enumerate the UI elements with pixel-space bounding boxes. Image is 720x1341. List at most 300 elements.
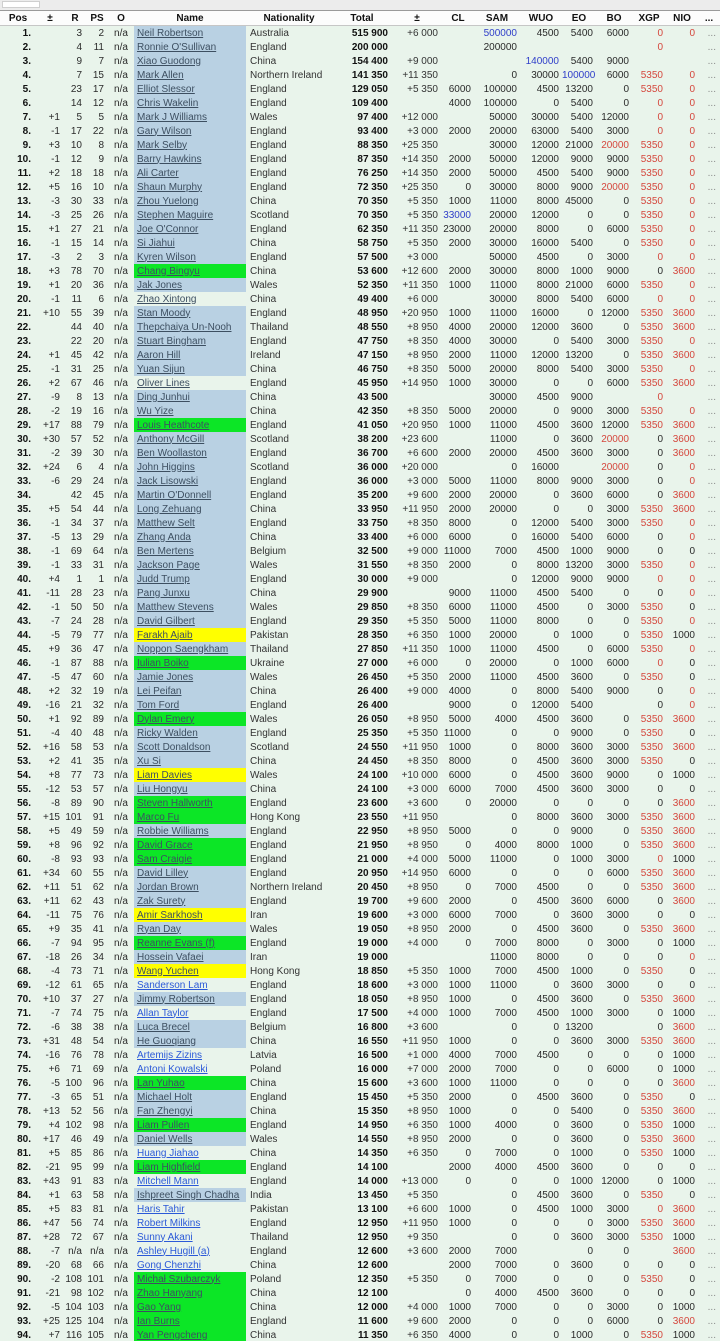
table-row (0, 866, 720, 880)
player-link[interactable]: Huang Jiahao (137, 1147, 199, 1159)
cell-o: n/a (114, 923, 128, 935)
cell-nat: Pakistan (250, 1203, 289, 1215)
cell-o: n/a (114, 153, 128, 165)
cell-tchg: +8 350 (407, 363, 438, 375)
cell-name[interactable] (134, 1230, 246, 1244)
cell-name[interactable] (134, 810, 246, 824)
cell-xgp: 5350 (640, 83, 663, 95)
cell-total: 24 100 (357, 769, 388, 781)
player-link[interactable]: Sunny Akani (137, 1231, 193, 1243)
player-link[interactable]: He Guoqiang (137, 1035, 196, 1047)
player-link[interactable]: Liam Pullen (137, 1119, 190, 1131)
cell-name[interactable] (134, 922, 246, 936)
cell-name[interactable] (134, 152, 246, 166)
player-link[interactable]: Lan Yuhao (137, 1077, 185, 1089)
cell-name[interactable] (134, 1244, 246, 1258)
cell-tchg: +20 950 (401, 419, 438, 431)
cell-name[interactable] (134, 1188, 246, 1202)
player-link[interactable]: Allan Taylor (137, 1007, 189, 1019)
cell-name[interactable] (134, 474, 246, 488)
cell-bo: 20000 (601, 181, 629, 193)
player-link[interactable]: Fan Zhengyi (137, 1105, 193, 1117)
cell-nat: Wales (250, 923, 278, 935)
cell-wuo: 4500 (536, 1161, 559, 1173)
player-link[interactable]: Ryan Day (137, 923, 181, 935)
cell-o: n/a (114, 797, 128, 809)
player-link[interactable]: Matthew Stevens (137, 601, 214, 613)
player-link[interactable]: Pang Junxu (137, 587, 190, 599)
player-link[interactable]: Reanne Evans (f) (137, 937, 215, 949)
table-row (0, 922, 720, 936)
cell-pos: 79. (17, 1119, 31, 1131)
player-link[interactable]: Ricky Walden (137, 727, 198, 739)
cell-nio: 1000 (672, 1301, 695, 1313)
cell-name[interactable] (134, 124, 246, 138)
player-link[interactable]: Iulian Boiko (137, 657, 189, 669)
cell-name[interactable] (134, 1006, 246, 1020)
player-link[interactable]: Yuan Sijun (137, 363, 185, 375)
player-link[interactable]: Ashley Hugill (a) (137, 1245, 210, 1257)
player-link[interactable]: Mark Allen (137, 69, 184, 81)
player-link[interactable]: Si Jiahui (137, 237, 175, 249)
cell-nio: 0 (689, 181, 695, 193)
player-link[interactable]: David Grace (137, 839, 193, 851)
cell-name[interactable] (134, 950, 246, 964)
player-link[interactable]: Gao Yang (137, 1301, 182, 1313)
cell-name[interactable] (134, 600, 246, 614)
cell-bo: 12000 (601, 111, 629, 123)
cell-name[interactable] (134, 1202, 246, 1216)
cell-name[interactable] (134, 1118, 246, 1132)
cell-bo: 0 (623, 713, 629, 725)
cell-bo: 3000 (606, 811, 629, 823)
cell-name[interactable] (134, 516, 246, 530)
player-link[interactable]: Artemijs Zizins (137, 1049, 203, 1061)
player-link[interactable]: John Higgins (137, 461, 195, 473)
player-link[interactable]: Zak Surety (137, 895, 186, 907)
cell-name[interactable] (134, 1160, 246, 1174)
cell-tchg: +12 600 (401, 265, 438, 277)
cell-name[interactable] (134, 530, 246, 544)
cell-name[interactable] (134, 404, 246, 418)
cell-sam: 7000 (494, 783, 517, 795)
cell-name[interactable] (134, 586, 246, 600)
cell-name[interactable] (134, 852, 246, 866)
player-link[interactable]: Zhao Xintong (137, 293, 197, 305)
cell-pos: 24. (17, 349, 31, 361)
cell-o: n/a (114, 321, 128, 333)
cell-name[interactable] (134, 614, 246, 628)
table-row (0, 390, 720, 404)
cell-name[interactable] (134, 376, 246, 390)
player-link[interactable]: Neil Robertson (137, 27, 204, 39)
cell-nio: 3600 (672, 1203, 695, 1215)
cell-more: ... (707, 447, 716, 459)
cell-more: ... (707, 1049, 716, 1061)
cell-xgp: 5350 (640, 1273, 663, 1285)
cell-name[interactable] (134, 544, 246, 558)
cell-bo: 6000 (606, 643, 629, 655)
player-link[interactable]: Robert Milkins (137, 1217, 201, 1229)
player-link[interactable]: Gary Wilson (137, 125, 192, 137)
player-link[interactable]: Oliver Lines (137, 377, 190, 389)
cell-eo: 3600 (570, 321, 593, 333)
player-link[interactable]: Mark J Williams (137, 111, 207, 123)
cell-name[interactable] (134, 222, 246, 236)
cell-name[interactable] (134, 880, 246, 894)
player-link[interactable]: Kyren Wilson (137, 251, 196, 263)
player-link[interactable]: Xiao Guodong (137, 55, 201, 67)
cell-name[interactable] (134, 894, 246, 908)
player-link[interactable]: Anthony McGill (137, 433, 205, 445)
cell-name[interactable] (134, 698, 246, 712)
player-link[interactable]: Scott Donaldson (137, 741, 211, 753)
cell-name[interactable] (134, 1034, 246, 1048)
player-link[interactable]: Gong Chenzhi (137, 1259, 201, 1271)
cell-name[interactable] (134, 1328, 246, 1341)
player-link[interactable]: Stephen Maguire (137, 209, 214, 221)
cell-name[interactable] (134, 572, 246, 586)
cell-name[interactable] (134, 278, 246, 292)
cell-name[interactable] (134, 264, 246, 278)
player-link[interactable]: Ali Carter (137, 167, 179, 179)
cell-name[interactable] (134, 936, 246, 950)
player-link[interactable]: Zhou Yuelong (137, 195, 199, 207)
cell-xgp: 5350 (640, 167, 663, 179)
cell-name[interactable] (134, 824, 246, 838)
cell-name[interactable] (134, 628, 246, 642)
player-link[interactable]: Xu Si (137, 755, 161, 767)
cell-bo: 6000 (606, 69, 629, 81)
player-link[interactable]: Marco Fu (137, 811, 180, 823)
cell-name[interactable] (134, 656, 246, 670)
player-link[interactable]: Dylan Emery (137, 713, 195, 725)
player-link[interactable]: Wu Yize (137, 405, 174, 417)
cell-nio: 3600 (672, 825, 695, 837)
player-link[interactable]: Shaun Murphy (137, 181, 203, 193)
cell-tchg: +8 350 (407, 335, 438, 347)
cell-name[interactable] (134, 1216, 246, 1230)
cell-xgp: 0 (657, 1063, 663, 1075)
cell-more: ... (707, 713, 716, 725)
cell-wuo: 0 (553, 1105, 559, 1117)
cell-name[interactable] (134, 712, 246, 726)
player-link[interactable]: David Gilbert (137, 615, 195, 627)
cell-sam: 0 (511, 1035, 517, 1047)
player-link[interactable]: Joe O'Connor (137, 223, 199, 235)
cell-name[interactable] (134, 96, 246, 110)
table-row (0, 670, 720, 684)
player-link[interactable]: Long Zehuang (137, 503, 202, 515)
cell-eo: 0 (587, 1063, 593, 1075)
cell-name[interactable] (134, 1020, 246, 1034)
cell-bo: 3000 (606, 909, 629, 921)
cell-cl: 6000 (448, 769, 471, 781)
cell-ps: 52 (92, 433, 104, 445)
cell-eo: 3600 (570, 755, 593, 767)
cell-name[interactable] (134, 782, 246, 796)
cell-cl (442, 292, 474, 306)
player-link[interactable]: Michael Holt (137, 1091, 193, 1103)
player-link[interactable]: Sam Craigie (137, 853, 193, 865)
cell-sam: 0 (511, 1315, 517, 1327)
cell-name[interactable] (134, 446, 246, 460)
cell-sam: 50000 (489, 251, 517, 263)
cell-name[interactable] (134, 964, 246, 978)
cell-r: 5 (76, 111, 82, 123)
cell-o: n/a (114, 503, 128, 515)
player-link[interactable]: Hossein Vafaei (137, 951, 204, 963)
player-link[interactable]: Zhao Hanyang (137, 1287, 203, 1299)
player-link[interactable]: Stan Moody (137, 307, 191, 319)
cell-name[interactable] (134, 68, 246, 82)
player-link[interactable]: Daniel Wells (137, 1133, 193, 1145)
cell-name[interactable] (134, 1314, 246, 1328)
cell-sam: 20000 (489, 447, 517, 459)
cell-pos: 17. (17, 251, 31, 263)
cell-name[interactable] (134, 1286, 246, 1300)
cell-name[interactable] (134, 54, 246, 68)
cell-more: ... (707, 1287, 716, 1299)
cell-name[interactable] (134, 460, 246, 474)
cell-name[interactable] (134, 1048, 246, 1062)
cell-name[interactable] (134, 390, 246, 404)
cell-name[interactable] (134, 740, 246, 754)
player-link[interactable]: Jack Lisowski (137, 475, 199, 487)
player-link[interactable]: Ishpreet Singh Chadha (137, 1189, 240, 1201)
cell-total: 26 450 (357, 671, 388, 683)
cell-total: 13 100 (357, 1203, 388, 1215)
player-link[interactable]: Judd Trump (137, 573, 190, 585)
cell-name[interactable] (134, 978, 246, 992)
cell-pos: 93. (17, 1315, 31, 1327)
player-link[interactable]: Tom Ford (137, 699, 180, 711)
cell-name[interactable] (134, 1300, 246, 1314)
cell-name[interactable] (134, 348, 246, 362)
cell-name[interactable] (134, 754, 246, 768)
cell-sam: 11000 (489, 601, 517, 613)
cell-xgp: 5350 (640, 1147, 663, 1159)
cell-r: 49 (70, 825, 82, 837)
cell-bo: 0 (623, 1049, 629, 1061)
cell-xgp: 5350 (640, 713, 663, 725)
table-row (0, 446, 720, 460)
cell-name[interactable] (134, 418, 246, 432)
cell-r: 92 (70, 713, 82, 725)
player-link[interactable]: David Lilley (137, 867, 189, 879)
cell-name[interactable] (134, 110, 246, 124)
cell-xgp: 5350 (640, 1189, 663, 1201)
player-link[interactable]: Jackson Page (137, 559, 200, 571)
cell-name[interactable] (134, 726, 246, 740)
cell-name[interactable] (134, 1104, 246, 1118)
player-link[interactable]: Amir Sarkhosh (137, 909, 203, 921)
table-row (0, 1062, 720, 1076)
cell-o: n/a (114, 307, 128, 319)
cell-name[interactable] (134, 1132, 246, 1146)
player-link[interactable]: Ian Burns (137, 1315, 180, 1327)
cell-name[interactable] (134, 40, 246, 54)
player-link[interactable]: Antoni Kowalski (137, 1063, 208, 1075)
cell-name[interactable] (134, 642, 246, 656)
player-link[interactable]: Ben Mertens (137, 545, 194, 557)
player-link[interactable]: Liam Highfield (137, 1161, 201, 1173)
cell-name[interactable] (134, 138, 246, 152)
cell-ps: 93 (92, 853, 104, 865)
cell-pos: 10. (17, 153, 31, 165)
table-row (0, 908, 720, 922)
cell-name[interactable] (134, 796, 246, 810)
player-link[interactable]: Stuart Bingham (137, 335, 206, 347)
cell-eo: 3600 (570, 489, 593, 501)
cell-more: ... (707, 965, 716, 977)
cell-name[interactable] (134, 866, 246, 880)
cell-bo: 6000 (606, 531, 629, 543)
cell-more: ... (707, 363, 716, 375)
cell-name[interactable] (134, 26, 246, 41)
player-link[interactable]: Louis Heathcote (137, 419, 210, 431)
player-link[interactable]: Wang Yuchen (137, 965, 199, 977)
cell-name[interactable] (134, 180, 246, 194)
cell-more: ... (707, 475, 716, 487)
cell-chg: -4 (51, 727, 60, 739)
cell-cl (442, 26, 474, 41)
cell-name[interactable] (134, 1258, 246, 1272)
player-link[interactable]: Barry Hawkins (137, 153, 202, 165)
player-link[interactable]: Matthew Selt (137, 517, 195, 529)
cell-name[interactable] (134, 1146, 246, 1160)
player-link[interactable]: Noppon Saengkham (137, 643, 229, 655)
cell-wuo: 8000 (536, 265, 559, 277)
cell-nat: Wales (250, 769, 278, 781)
cell-more: ... (707, 503, 716, 515)
player-link[interactable]: Thepchaiya Un-Nooh (137, 321, 232, 333)
cell-more: ... (707, 937, 716, 949)
cell-bo: 0 (623, 965, 629, 977)
player-link[interactable]: Haris Tahir (137, 1203, 185, 1215)
cell-bo: 3000 (606, 853, 629, 865)
player-link[interactable]: Aaron Hill (137, 349, 181, 361)
cell-total: 43 500 (357, 391, 388, 403)
player-link[interactable]: Ronnie O'Sullivan (137, 41, 217, 53)
cell-cl: 6000 (448, 83, 471, 95)
cell-name[interactable] (134, 768, 246, 782)
cell-tchg: +5 350 (407, 671, 438, 683)
cell-chg: -1 (51, 363, 60, 375)
player-link[interactable]: Yan Pengcheng (137, 1329, 208, 1341)
cell-bo: 9000 (606, 545, 629, 557)
cell-name[interactable] (134, 838, 246, 852)
player-link[interactable]: Ben Woollaston (137, 447, 207, 459)
cell-name[interactable] (134, 908, 246, 922)
cell-name[interactable] (134, 670, 246, 684)
cell-name[interactable] (134, 250, 246, 264)
cell-name[interactable] (134, 1076, 246, 1090)
player-link[interactable]: Liu Hongyu (137, 783, 188, 795)
cell-total: 17 500 (357, 1007, 388, 1019)
cell-name[interactable] (134, 334, 246, 348)
cell-sam: 0 (511, 755, 517, 767)
player-link[interactable]: Elliot Slessor (137, 83, 195, 95)
cell-sam (474, 54, 520, 68)
cell-name[interactable] (134, 1272, 246, 1286)
cell-more: ... (707, 1273, 716, 1285)
player-link[interactable]: Mitchell Mann (137, 1175, 199, 1187)
player-link[interactable]: Farakh Ajaib (137, 629, 193, 641)
player-link[interactable]: Ding Junhui (137, 391, 190, 403)
player-link[interactable]: Zhang Anda (137, 531, 191, 543)
cell-eo: 5400 (570, 363, 593, 375)
cell-name[interactable] (134, 320, 246, 334)
player-link[interactable]: Jordan Brown (137, 881, 199, 893)
cell-name[interactable] (134, 684, 246, 698)
cell-name[interactable] (134, 194, 246, 208)
cell-name[interactable] (134, 362, 246, 376)
cell-name[interactable] (134, 166, 246, 180)
cell-name[interactable] (134, 236, 246, 250)
cell-name[interactable] (134, 82, 246, 96)
cell-more: ... (707, 307, 716, 319)
cell-name[interactable] (134, 432, 246, 446)
cell-name[interactable] (134, 306, 246, 320)
player-link[interactable]: Chang Bingyu (137, 265, 200, 277)
cell-cl: 8000 (448, 517, 471, 529)
cell-name[interactable] (134, 488, 246, 502)
player-link[interactable]: Jamie Jones (137, 671, 194, 683)
cell-total: 16 000 (357, 1063, 388, 1075)
cell-sam: 11000 (489, 349, 517, 361)
cell-r: 46 (70, 1133, 82, 1145)
player-link[interactable]: Chris Wakelin (137, 97, 199, 109)
cell-tchg: +9 600 (407, 1315, 438, 1327)
cell-total: 23 550 (357, 811, 388, 823)
cell-name[interactable] (134, 1090, 246, 1104)
cell-name[interactable] (134, 208, 246, 222)
player-link[interactable]: Jak Jones (137, 279, 183, 291)
cell-name[interactable] (134, 1062, 246, 1076)
cell-name[interactable] (134, 502, 246, 516)
player-link[interactable]: Sanderson Lam (137, 979, 208, 991)
cell-name[interactable] (134, 292, 246, 306)
cell-chg: -3 (51, 195, 60, 207)
player-link[interactable]: Steven Hallworth (137, 797, 213, 809)
cell-ps: 66 (92, 1259, 104, 1271)
table-row (0, 292, 720, 306)
cell-pos: 60. (17, 853, 31, 865)
cell-pos: 9. (22, 139, 31, 151)
player-link[interactable]: Michał Szubarczyk (137, 1273, 221, 1285)
cell-pos: 51. (17, 727, 31, 739)
player-link[interactable]: Lei Peifan (137, 685, 182, 697)
player-link[interactable]: Robbie Williams (137, 825, 209, 837)
cell-ps: 9 (98, 153, 104, 165)
cell-name[interactable] (134, 558, 246, 572)
cell-total: 29 350 (357, 615, 388, 627)
cell-pos: 58. (17, 825, 31, 837)
player-link[interactable]: Mark Selby (137, 139, 188, 151)
cell-cl: 2000 (448, 153, 471, 165)
cell-o: n/a (114, 629, 128, 641)
cell-xgp: 0 (657, 433, 663, 445)
player-link[interactable]: Martin O'Donnell (137, 489, 212, 501)
cell-bo: 0 (623, 1105, 629, 1117)
cell-name[interactable] (134, 992, 246, 1006)
player-link[interactable]: Liam Davies (137, 769, 193, 781)
player-link[interactable]: Luca Brecel (137, 1021, 190, 1033)
cell-name[interactable] (134, 1174, 246, 1188)
cell-chg (36, 334, 64, 348)
player-link[interactable]: Jimmy Robertson (137, 993, 215, 1005)
